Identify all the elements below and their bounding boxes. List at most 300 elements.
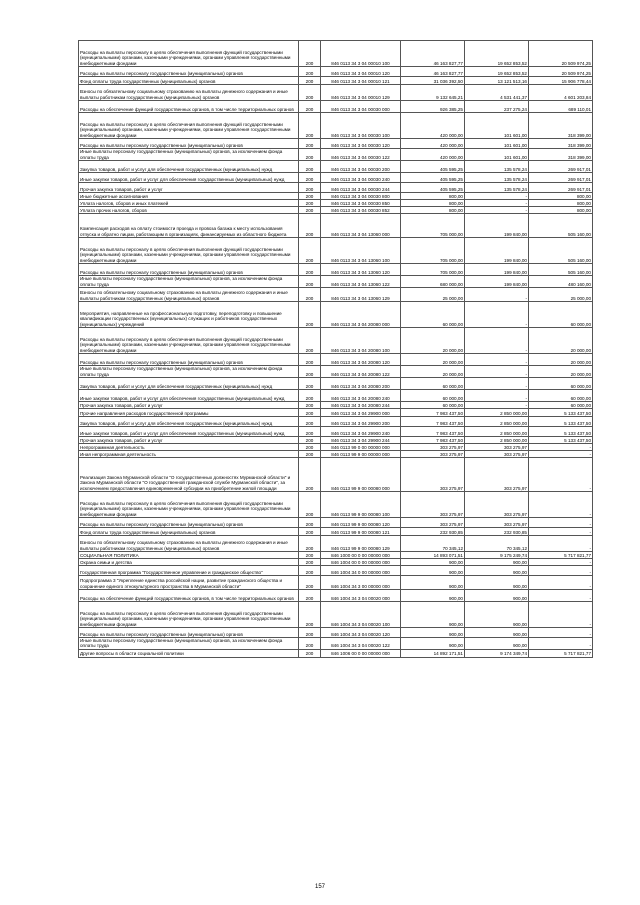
row-name-cell: Взносы по обязательному социальному страхованию на выплаты денежного содержания и иные выплаты работникам государственных (муниципальных) органов	[79, 85, 299, 101]
row-classification-code-cell: 846 0113 34 3 04 29900 200	[321, 417, 401, 427]
row-approved-amount-cell: 7 983 437,50	[401, 437, 465, 444]
row-classification-code-cell: 846 1006 00 0 00 00000 000	[321, 649, 401, 657]
row-unexecuted-amount-cell: 689 110,01	[529, 101, 593, 113]
table-row	[79, 492, 593, 518]
row-approved-amount-cell: 20 000,00	[401, 354, 465, 366]
table-row	[79, 207, 593, 214]
row-name-cell: Прочая закупка товаров, работ и услуг	[79, 183, 299, 193]
row-line-code-cell: 200	[299, 302, 321, 328]
table-row	[79, 113, 593, 139]
row-unexecuted-amount-cell: 20 000,00	[529, 328, 593, 354]
row-name-cell: Иные выплаты персоналу государственных (муниципальных) органов, за исключением фонда оплаты труда	[79, 276, 299, 288]
row-executed-amount-cell: 303 275,97	[465, 518, 529, 528]
row-name-cell: Охрана семьи и детства	[79, 559, 299, 566]
row-approved-amount-cell: 31 036 392,50	[401, 77, 465, 85]
row-name-cell: Уплата прочих налогов, сборов	[79, 207, 299, 214]
row-unexecuted-amount-cell: 318 399,00	[529, 149, 593, 161]
row-approved-amount-cell: 303 275,97	[401, 451, 465, 458]
row-executed-amount-cell: 19 652 853,52	[465, 41, 529, 67]
row-executed-amount-cell: 232 930,85	[465, 528, 529, 536]
row-name-cell: Расходы на выплаты персоналу государственных (муниципальных) органов	[79, 628, 299, 638]
budget-table-container	[78, 40, 592, 658]
row-name-cell: Подпрограмма 3 "Укрепление единства российской нации, развитие гражданского общества и сохранение единого этнокультурного пространства в Мурманской области"	[79, 576, 299, 590]
row-classification-code-cell: 846 0113 34 3 04 00030 800	[321, 193, 401, 200]
budget-table	[78, 40, 593, 658]
row-approved-amount-cell: 420 000,00	[401, 139, 465, 149]
table-row	[79, 85, 593, 101]
row-line-code-cell: 200	[299, 566, 321, 576]
row-name-cell: Расходы на обеспечение функций государственных органов, в том числе территориальных органов	[79, 101, 299, 113]
table-row	[79, 302, 593, 328]
budget-table-body	[79, 41, 593, 658]
table-row	[79, 41, 593, 67]
row-unexecuted-amount-cell: -	[529, 576, 593, 590]
row-classification-code-cell: 846 0113 34 3 04 00010 100	[321, 41, 401, 67]
row-executed-amount-cell: 70 345,12	[465, 536, 529, 552]
row-approved-amount-cell: 800,00	[401, 200, 465, 207]
row-approved-amount-cell: 800,00	[401, 193, 465, 200]
row-line-code-cell: 200	[299, 492, 321, 518]
row-approved-amount-cell: 303 275,97	[401, 492, 465, 518]
row-unexecuted-amount-cell: -	[529, 458, 593, 492]
row-executed-amount-cell: -	[465, 288, 529, 302]
row-line-code-cell: 200	[299, 536, 321, 552]
row-approved-amount-cell: 46 163 827,77	[401, 67, 465, 77]
row-executed-amount-cell: -	[465, 302, 529, 328]
row-unexecuted-amount-cell: 318 399,00	[529, 113, 593, 139]
row-unexecuted-amount-cell: 5 133 437,50	[529, 437, 593, 444]
row-executed-amount-cell: -	[465, 200, 529, 207]
row-unexecuted-amount-cell: -	[529, 559, 593, 566]
row-classification-code-cell: 846 1004 34 0 00 00000 000	[321, 566, 401, 576]
row-executed-amount-cell: 13 121 513,16	[465, 77, 529, 85]
row-classification-code-cell: 846 1004 34 3 04 00020 122	[321, 638, 401, 650]
row-executed-amount-cell: 199 840,00	[465, 214, 529, 238]
row-unexecuted-amount-cell: 5 133 437,50	[529, 409, 593, 417]
row-unexecuted-amount-cell: 318 399,00	[529, 139, 593, 149]
row-classification-code-cell: 846 0113 99 9 00 00080 000	[321, 458, 401, 492]
row-classification-code-cell: 846 0113 34 3 04 13060 120	[321, 264, 401, 276]
row-classification-code-cell: 846 0113 34 3 04 20080 122	[321, 366, 401, 378]
row-line-code-cell: 200	[299, 328, 321, 354]
table-row	[79, 149, 593, 161]
row-approved-amount-cell: 7 983 437,50	[401, 417, 465, 427]
row-name-cell: Закупка товаров, работ и услуг для обеспечения государственных (муниципальных) нужд	[79, 417, 299, 427]
row-line-code-cell: 200	[299, 113, 321, 139]
row-approved-amount-cell: 14 893 071,51	[401, 552, 465, 559]
row-executed-amount-cell: 2 850 000,00	[465, 417, 529, 427]
row-classification-code-cell: 846 1004 34 3 04 00020 100	[321, 602, 401, 628]
row-approved-amount-cell: 14 892 171,51	[401, 649, 465, 657]
table-row	[79, 528, 593, 536]
row-name-cell: Иные закупки товаров, работ и услуг для обеспечения государственных (муниципальных) нужд	[79, 173, 299, 183]
table-row	[79, 559, 593, 566]
row-executed-amount-cell: 4 531 441,37	[465, 85, 529, 101]
row-unexecuted-amount-cell: 20 509 974,25	[529, 41, 593, 67]
row-executed-amount-cell: 900,00	[465, 602, 529, 628]
table-row	[79, 354, 593, 366]
row-name-cell: Взносы по обязательному социальному страхованию на выплаты денежного содержания и иные выплаты работникам государственных (муниципальных) органов	[79, 288, 299, 302]
table-row	[79, 101, 593, 113]
row-line-code-cell: 200	[299, 183, 321, 193]
row-approved-amount-cell: 900,00	[401, 638, 465, 650]
table-row	[79, 566, 593, 576]
row-line-code-cell: 200	[299, 402, 321, 409]
row-classification-code-cell: 846 0113 34 3 04 00030 850	[321, 200, 401, 207]
row-line-code-cell: 200	[299, 173, 321, 183]
row-approved-amount-cell: 303 275,97	[401, 518, 465, 528]
row-classification-code-cell: 846 0113 99 9 00 00080 129	[321, 536, 401, 552]
row-approved-amount-cell: 900,00	[401, 602, 465, 628]
row-line-code-cell: 200	[299, 149, 321, 161]
row-unexecuted-amount-cell: 5 717 821,77	[529, 552, 593, 559]
row-classification-code-cell: 846 0113 99 9 00 00080 100	[321, 492, 401, 518]
table-row	[79, 390, 593, 402]
row-approved-amount-cell: 60 000,00	[401, 402, 465, 409]
row-approved-amount-cell: 900,00	[401, 590, 465, 602]
row-unexecuted-amount-cell: 20 000,00	[529, 366, 593, 378]
table-row	[79, 576, 593, 590]
row-name-cell: Взносы по обязательному социальному страхованию на выплаты денежного содержания и иные выплаты работникам государственных (муниципальных) органов	[79, 536, 299, 552]
row-line-code-cell: 200	[299, 85, 321, 101]
row-line-code-cell: 200	[299, 451, 321, 458]
row-unexecuted-amount-cell: -	[529, 444, 593, 451]
row-line-code-cell: 200	[299, 458, 321, 492]
row-line-code-cell: 200	[299, 200, 321, 207]
row-approved-amount-cell: 405 595,25	[401, 183, 465, 193]
row-classification-code-cell: 846 0113 34 3 04 20080 244	[321, 402, 401, 409]
table-row	[79, 193, 593, 200]
row-classification-code-cell: 846 0113 99 9 00 00080 120	[321, 518, 401, 528]
row-line-code-cell: 200	[299, 427, 321, 437]
row-classification-code-cell: 846 0113 34 3 04 20080 100	[321, 328, 401, 354]
row-name-cell: Иные закупки товаров, работ и услуг для обеспечения государственных (муниципальных) нужд	[79, 390, 299, 402]
row-line-code-cell: 200	[299, 552, 321, 559]
row-unexecuted-amount-cell: -	[529, 590, 593, 602]
row-name-cell: Иная непрограммная деятельность	[79, 451, 299, 458]
row-executed-amount-cell: 9 175 249,74	[465, 552, 529, 559]
table-row	[79, 590, 593, 602]
table-row	[79, 437, 593, 444]
row-executed-amount-cell: 900,00	[465, 628, 529, 638]
row-line-code-cell: 200	[299, 437, 321, 444]
row-executed-amount-cell: 199 840,00	[465, 264, 529, 276]
row-approved-amount-cell: 405 595,25	[401, 173, 465, 183]
row-executed-amount-cell: 2 850 000,00	[465, 427, 529, 437]
row-classification-code-cell: 846 0113 99 9 00 00080 121	[321, 528, 401, 536]
row-line-code-cell: 200	[299, 518, 321, 528]
row-approved-amount-cell: 705 000,00	[401, 214, 465, 238]
row-approved-amount-cell: 420 000,00	[401, 149, 465, 161]
row-line-code-cell: 200	[299, 77, 321, 85]
row-approved-amount-cell: 232 930,85	[401, 528, 465, 536]
row-approved-amount-cell: 7 983 437,50	[401, 427, 465, 437]
table-row	[79, 552, 593, 559]
row-line-code-cell: 200	[299, 366, 321, 378]
row-unexecuted-amount-cell: 800,00	[529, 207, 593, 214]
row-classification-code-cell: 846 0113 34 3 04 29900 000	[321, 409, 401, 417]
row-executed-amount-cell: 303 275,97	[465, 444, 529, 451]
row-classification-code-cell: 846 0113 34 3 04 00030 852	[321, 207, 401, 214]
row-line-code-cell: 200	[299, 264, 321, 276]
row-approved-amount-cell: 60 000,00	[401, 390, 465, 402]
row-unexecuted-amount-cell: 5 133 437,50	[529, 427, 593, 437]
row-name-cell: Расходы на выплаты персоналу в целях обеспечения выполнения функций государственными (муниципальными) органами, казенными учреждениями, органами управления государственными внебюджетными фондами	[79, 602, 299, 628]
row-line-code-cell: 200	[299, 207, 321, 214]
row-classification-code-cell: 846 0113 34 3 04 00030 240	[321, 173, 401, 183]
row-name-cell: Прочие направления расходов государственной программы	[79, 409, 299, 417]
row-unexecuted-amount-cell: 480 160,00	[529, 276, 593, 288]
row-line-code-cell: 200	[299, 41, 321, 67]
row-name-cell: Расходы на выплаты персоналу государственных (муниципальных) органов	[79, 139, 299, 149]
row-name-cell: Расходы на выплаты персоналу государственных (муниципальных) органов	[79, 354, 299, 366]
row-classification-code-cell: 846 1004 00 0 00 00000 000	[321, 559, 401, 566]
row-classification-code-cell: 846 0113 34 3 04 00030 200	[321, 161, 401, 173]
row-name-cell: Закупка товаров, работ и услуг для обеспечения государственных (муниципальных) нужд	[79, 378, 299, 390]
row-executed-amount-cell: 900,00	[465, 559, 529, 566]
row-name-cell: Иные выплаты персоналу государственных (муниципальных) органов, за исключением фонда оплаты труда	[79, 366, 299, 378]
row-approved-amount-cell: 60 000,00	[401, 378, 465, 390]
row-classification-code-cell: 846 0113 34 3 04 13060 100	[321, 238, 401, 264]
table-row	[79, 638, 593, 650]
row-line-code-cell: 200	[299, 390, 321, 402]
row-approved-amount-cell: 20 000,00	[401, 366, 465, 378]
row-name-cell: Расходы на обеспечение функций государственных органов, в том числе территориальных органов	[79, 590, 299, 602]
row-executed-amount-cell: 303 275,97	[465, 492, 529, 518]
row-executed-amount-cell: 2 850 000,00	[465, 409, 529, 417]
row-line-code-cell: 200	[299, 101, 321, 113]
row-approved-amount-cell: 900,00	[401, 566, 465, 576]
row-executed-amount-cell: 135 578,24	[465, 161, 529, 173]
row-classification-code-cell: 846 0113 99 0 00 00000 000	[321, 444, 401, 451]
row-classification-code-cell: 846 1004 34 3 04 00020 000	[321, 590, 401, 602]
row-executed-amount-cell: 303 275,97	[465, 458, 529, 492]
row-executed-amount-cell: 237 275,24	[465, 101, 529, 113]
row-line-code-cell: 200	[299, 649, 321, 657]
row-unexecuted-amount-cell: -	[529, 602, 593, 628]
row-approved-amount-cell: 46 163 827,77	[401, 41, 465, 67]
row-line-code-cell: 200	[299, 193, 321, 200]
row-approved-amount-cell: 420 000,00	[401, 113, 465, 139]
row-unexecuted-amount-cell: -	[529, 536, 593, 552]
row-approved-amount-cell: 7 983 437,50	[401, 409, 465, 417]
row-unexecuted-amount-cell: -	[529, 451, 593, 458]
row-line-code-cell: 200	[299, 354, 321, 366]
row-name-cell: Расходы на выплаты персоналу государственных (муниципальных) органов	[79, 67, 299, 77]
row-executed-amount-cell: -	[465, 378, 529, 390]
table-row	[79, 536, 593, 552]
row-unexecuted-amount-cell: 5 133 437,50	[529, 417, 593, 427]
row-approved-amount-cell: 25 000,00	[401, 288, 465, 302]
row-approved-amount-cell: 9 132 645,21	[401, 85, 465, 101]
row-line-code-cell: 200	[299, 628, 321, 638]
table-row	[79, 417, 593, 427]
row-name-cell: Прочая закупка товаров, работ и услуг	[79, 402, 299, 409]
row-unexecuted-amount-cell: 269 917,01	[529, 161, 593, 173]
row-unexecuted-amount-cell: 5 717 821,77	[529, 649, 593, 657]
table-row	[79, 518, 593, 528]
page-number: 157	[314, 884, 325, 890]
row-unexecuted-amount-cell: -	[529, 518, 593, 528]
table-row	[79, 409, 593, 417]
row-unexecuted-amount-cell: -	[529, 492, 593, 518]
row-name-cell: Компенсация расходов на оплату стоимости проезда и провоза багажа к месту использования отпуска и обратно лицам, работающим в организациях, финансируемых из областного бюджета	[79, 214, 299, 238]
table-row	[79, 402, 593, 409]
row-executed-amount-cell: -	[465, 366, 529, 378]
row-unexecuted-amount-cell: 269 917,01	[529, 173, 593, 183]
row-line-code-cell: 200	[299, 559, 321, 566]
row-classification-code-cell: 846 0113 34 3 04 20080 120	[321, 354, 401, 366]
row-classification-code-cell: 846 0113 34 3 04 20080 200	[321, 378, 401, 390]
row-name-cell: Закупка товаров, работ и услуг для обеспечения государственных (муниципальных) нужд	[79, 161, 299, 173]
row-unexecuted-amount-cell: -	[529, 628, 593, 638]
row-name-cell: Расходы на выплаты персоналу в целях обеспечения выполнения функций государственными (муниципальными) органами, казенными учреждениями, органами управления государственными внебюджетными фондами	[79, 492, 299, 518]
row-line-code-cell: 200	[299, 139, 321, 149]
row-executed-amount-cell: 19 652 853,52	[465, 67, 529, 77]
table-row	[79, 288, 593, 302]
row-executed-amount-cell: -	[465, 193, 529, 200]
row-name-cell: Фонд оплаты труда государственных (муниципальных) органов	[79, 528, 299, 536]
row-approved-amount-cell: 680 000,00	[401, 276, 465, 288]
row-executed-amount-cell: 101 601,00	[465, 139, 529, 149]
row-line-code-cell: 200	[299, 161, 321, 173]
row-line-code-cell: 200	[299, 214, 321, 238]
row-unexecuted-amount-cell: -	[529, 638, 593, 650]
row-name-cell: Расходы на выплаты персоналу государственных (муниципальных) органов	[79, 518, 299, 528]
row-name-cell: Расходы на выплаты персоналу в целях обеспечения выполнения функций государственными (муниципальными) органами, казенными учреждениями, органами управления государственными внебюджетными фондами	[79, 328, 299, 354]
row-name-cell: Расходы на выплаты персоналу государственных (муниципальных) органов	[79, 264, 299, 276]
row-name-cell: Иные бюджетные ассигнования	[79, 193, 299, 200]
table-row	[79, 366, 593, 378]
row-classification-code-cell: 846 0113 99 9 00 00000 000	[321, 451, 401, 458]
table-row	[79, 444, 593, 451]
row-line-code-cell: 200	[299, 288, 321, 302]
row-classification-code-cell: 846 0113 34 3 04 00010 129	[321, 85, 401, 101]
row-name-cell: Расходы на выплаты персоналу в целях обеспечения выполнения функций государственными (муниципальными) органами, казенными учреждениями, органами управления государственными внебюджетными фондами	[79, 238, 299, 264]
row-executed-amount-cell: 199 840,00	[465, 276, 529, 288]
row-executed-amount-cell: -	[465, 390, 529, 402]
row-line-code-cell: 200	[299, 444, 321, 451]
row-name-cell: Иные закупки товаров, работ и услуг для обеспечения государственных (муниципальных) нужд	[79, 427, 299, 437]
row-approved-amount-cell: 70 345,12	[401, 536, 465, 552]
row-approved-amount-cell: 303 275,97	[401, 458, 465, 492]
row-executed-amount-cell: 101 601,00	[465, 113, 529, 139]
row-executed-amount-cell: 900,00	[465, 590, 529, 602]
row-unexecuted-amount-cell: 20 000,00	[529, 354, 593, 366]
row-classification-code-cell: 846 0113 34 3 04 00010 121	[321, 77, 401, 85]
row-unexecuted-amount-cell: 800,00	[529, 193, 593, 200]
row-line-code-cell: 200	[299, 67, 321, 77]
row-approved-amount-cell: 405 595,25	[401, 161, 465, 173]
row-classification-code-cell: 846 0113 34 3 04 20080 240	[321, 390, 401, 402]
row-executed-amount-cell: 303 275,97	[465, 451, 529, 458]
table-row	[79, 183, 593, 193]
row-unexecuted-amount-cell: -	[529, 566, 593, 576]
row-executed-amount-cell: 101 601,00	[465, 149, 529, 161]
row-executed-amount-cell: 135 578,24	[465, 183, 529, 193]
row-unexecuted-amount-cell: 25 000,00	[529, 288, 593, 302]
row-name-cell: Другие вопросы в области социальной политики	[79, 649, 299, 657]
row-classification-code-cell: 846 0113 34 3 04 00030 122	[321, 149, 401, 161]
row-classification-code-cell: 846 0113 34 3 04 00030 120	[321, 139, 401, 149]
table-row	[79, 200, 593, 207]
row-approved-amount-cell: 800,00	[401, 207, 465, 214]
row-classification-code-cell: 846 0113 34 3 04 00030 100	[321, 113, 401, 139]
row-approved-amount-cell: 60 000,00	[401, 302, 465, 328]
row-classification-code-cell: 846 0113 34 3 04 20080 000	[321, 302, 401, 328]
row-approved-amount-cell: 900,00	[401, 628, 465, 638]
row-unexecuted-amount-cell: 15 906 778,44	[529, 77, 593, 85]
row-executed-amount-cell: -	[465, 207, 529, 214]
row-unexecuted-amount-cell: 60 000,00	[529, 378, 593, 390]
row-approved-amount-cell: 705 000,00	[401, 264, 465, 276]
row-classification-code-cell: 846 1000 00 0 00 00000 000	[321, 552, 401, 559]
row-unexecuted-amount-cell: 505 160,00	[529, 238, 593, 264]
row-name-cell: Фонд оплаты труда государственных (муниципальных) органов	[79, 77, 299, 85]
row-approved-amount-cell: 900,00	[401, 559, 465, 566]
row-unexecuted-amount-cell: 60 000,00	[529, 302, 593, 328]
row-line-code-cell: 200	[299, 276, 321, 288]
row-name-cell: Государственная программа "Государственное управление и гражданское общество"	[79, 566, 299, 576]
row-approved-amount-cell: 900,00	[401, 576, 465, 590]
row-approved-amount-cell: 20 000,00	[401, 328, 465, 354]
table-row	[79, 602, 593, 628]
row-unexecuted-amount-cell: 800,00	[529, 200, 593, 207]
table-row	[79, 238, 593, 264]
row-approved-amount-cell: 926 385,25	[401, 101, 465, 113]
row-classification-code-cell: 846 1004 34 3 00 00000 000	[321, 576, 401, 590]
row-unexecuted-amount-cell: 60 000,00	[529, 390, 593, 402]
row-unexecuted-amount-cell: 4 601 203,84	[529, 85, 593, 101]
table-row	[79, 458, 593, 492]
row-classification-code-cell: 846 0113 34 3 04 00030 000	[321, 101, 401, 113]
row-name-cell: Реализация Закона Мурманской области "О государственных должностях Мурманской области" и Закона Мурманской области "О государственной гражданской службе Мурманской области", за исключением предоставления единовременной субсидии на приобретение жилой площади	[79, 458, 299, 492]
row-name-cell: Непрограммная деятельность	[79, 444, 299, 451]
row-name-cell: Расходы на выплаты персоналу в целях обеспечения выполнения функций государственными (муниципальными) органами, казенными учреждениями, органами управления государственными внебюджетными фондами	[79, 41, 299, 67]
row-executed-amount-cell: -	[465, 328, 529, 354]
row-name-cell: Иные выплаты персоналу государственных (муниципальных) органов, за исключением фонда оплаты труда	[79, 638, 299, 650]
table-row	[79, 328, 593, 354]
row-executed-amount-cell: 199 840,00	[465, 238, 529, 264]
row-executed-amount-cell: 900,00	[465, 638, 529, 650]
row-line-code-cell: 200	[299, 576, 321, 590]
row-unexecuted-amount-cell: 20 509 974,25	[529, 67, 593, 77]
row-approved-amount-cell: 705 000,00	[401, 238, 465, 264]
table-row	[79, 139, 593, 149]
row-executed-amount-cell: 900,00	[465, 576, 529, 590]
table-row	[79, 649, 593, 657]
row-unexecuted-amount-cell: 505 160,00	[529, 214, 593, 238]
row-approved-amount-cell: 303 275,97	[401, 444, 465, 451]
table-row	[79, 378, 593, 390]
row-name-cell: Расходы на выплаты персоналу в целях обеспечения выполнения функций государственными (муниципальными) органами, казенными учреждениями, органами управления государственными внебюджетными фондами	[79, 113, 299, 139]
table-row	[79, 214, 593, 238]
row-classification-code-cell: 846 0113 34 3 04 29900 244	[321, 437, 401, 444]
row-name-cell: СОЦИАЛЬНАЯ ПОЛИТИКА	[79, 552, 299, 559]
row-name-cell: Прочая закупка товаров, работ и услуг	[79, 437, 299, 444]
row-unexecuted-amount-cell: 505 160,00	[529, 264, 593, 276]
table-row	[79, 264, 593, 276]
row-classification-code-cell: 846 0113 34 3 04 13060 122	[321, 276, 401, 288]
table-row	[79, 427, 593, 437]
row-classification-code-cell: 846 0113 34 3 04 29900 240	[321, 427, 401, 437]
row-executed-amount-cell: -	[465, 402, 529, 409]
row-classification-code-cell: 846 0113 34 3 04 13060 000	[321, 214, 401, 238]
row-unexecuted-amount-cell: 60 000,00	[529, 402, 593, 409]
row-executed-amount-cell: 9 174 349,74	[465, 649, 529, 657]
row-line-code-cell: 200	[299, 378, 321, 390]
row-line-code-cell: 200	[299, 638, 321, 650]
